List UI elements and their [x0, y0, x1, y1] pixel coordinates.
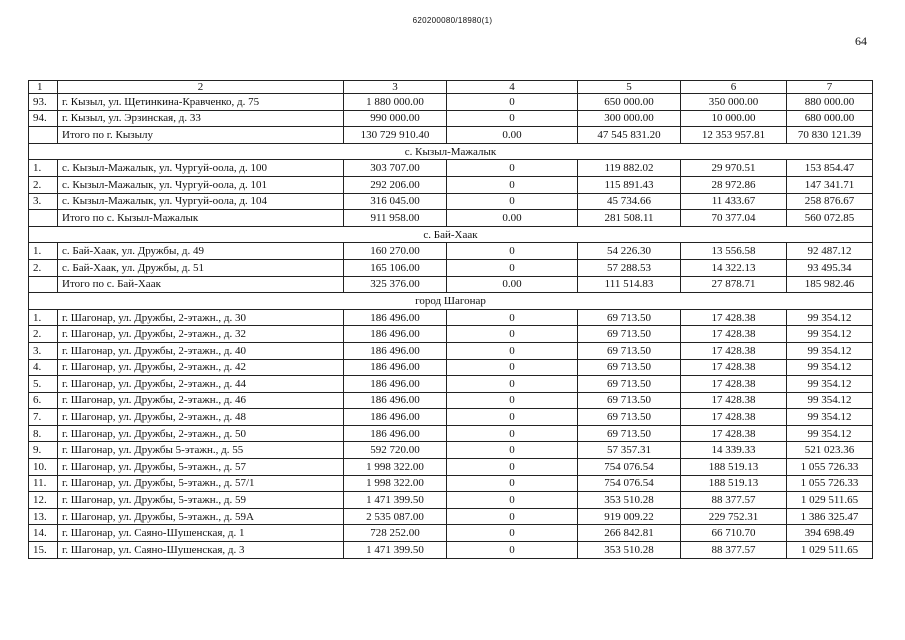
address-cell: г. Шагонар, ул. Дружбы, 2-этажн., д. 48: [58, 409, 344, 426]
column-7-cell: 680 000.00: [787, 110, 873, 127]
column-6-cell: 188 519.13: [681, 459, 787, 476]
column-3-cell: 592 720.00: [344, 442, 447, 459]
column-6-cell: 11 433.67: [681, 193, 787, 210]
address-cell: Итого по с. Бай-Хаак: [58, 276, 344, 293]
column-7-cell: 147 341.71: [787, 176, 873, 193]
address-cell: г. Шагонар, ул. Дружбы, 5-этажн., д. 57/1: [58, 475, 344, 492]
row-number-cell: 1.: [29, 309, 58, 326]
column-4-cell: 0: [447, 492, 578, 509]
column-6-cell: 17 428.38: [681, 326, 787, 343]
column-7-cell: 1 055 726.33: [787, 475, 873, 492]
column-3-cell: 1 998 322.00: [344, 475, 447, 492]
column-7-cell: 394 698.49: [787, 525, 873, 542]
column-5-cell: 754 076.54: [578, 475, 681, 492]
address-cell: с. Бай-Хаак, ул. Дружбы, д. 49: [58, 243, 344, 260]
column-5-cell: 300 000.00: [578, 110, 681, 127]
table-row: [29, 309, 873, 326]
row-number-cell: [29, 276, 58, 293]
column-3-cell: 186 496.00: [344, 425, 447, 442]
column-6-cell: 17 428.38: [681, 409, 787, 426]
column-6-cell: 14 322.13: [681, 259, 787, 276]
column-3-cell: 1 880 000.00: [344, 94, 447, 111]
column-4-cell: 0: [447, 110, 578, 127]
column-5-cell: 47 545 831.20: [578, 127, 681, 144]
column-7-cell: 99 354.12: [787, 342, 873, 359]
column-3-cell: 990 000.00: [344, 110, 447, 127]
column-5-cell: 69 713.50: [578, 359, 681, 376]
column-6-cell: 350 000.00: [681, 94, 787, 111]
row-number-cell: 9.: [29, 442, 58, 459]
section-title: город Шагонар: [29, 293, 873, 310]
column-5-cell: 69 713.50: [578, 425, 681, 442]
column-7-cell: 99 354.12: [787, 425, 873, 442]
column-6-cell: 17 428.38: [681, 359, 787, 376]
column-6-cell: 88 377.57: [681, 542, 787, 559]
column-4-cell: 0: [447, 425, 578, 442]
column-7-cell: 560 072.85: [787, 210, 873, 227]
address-cell: г. Шагонар, ул. Дружбы, 2-этажн., д. 32: [58, 326, 344, 343]
table-row: [29, 176, 873, 193]
column-4-cell: 0: [447, 326, 578, 343]
column-4-cell: 0: [447, 94, 578, 111]
column-3-cell: 130 729 910.40: [344, 127, 447, 144]
table-row: [29, 425, 873, 442]
row-number-cell: [29, 210, 58, 227]
column-6-cell: 28 972.86: [681, 176, 787, 193]
column-4-cell: 0: [447, 542, 578, 559]
address-cell: с. Кызыл-Мажалык, ул. Чургуй-оола, д. 104: [58, 193, 344, 210]
column-7-cell: 99 354.12: [787, 376, 873, 393]
column-7-cell: 258 876.67: [787, 193, 873, 210]
address-cell: г. Шагонар, ул. Дружбы, 2-этажн., д. 40: [58, 342, 344, 359]
row-number-cell: 1.: [29, 243, 58, 260]
column-6-cell: 13 556.58: [681, 243, 787, 260]
column-7-cell: 1 029 511.65: [787, 492, 873, 509]
column-4-cell: 0: [447, 309, 578, 326]
section-title: с. Кызыл-Мажалык: [29, 143, 873, 160]
column-7-cell: 153 854.47: [787, 160, 873, 177]
row-number-cell: 11.: [29, 475, 58, 492]
row-number-cell: 2.: [29, 176, 58, 193]
column-5-cell: 69 713.50: [578, 392, 681, 409]
row-number-cell: 3.: [29, 342, 58, 359]
column-6-cell: 12 353 957.81: [681, 127, 787, 144]
column-3-cell: 303 707.00: [344, 160, 447, 177]
column-7-cell: 880 000.00: [787, 94, 873, 111]
document-code: 620200080/18980(1): [412, 16, 493, 25]
table-row: [29, 326, 873, 343]
row-number-cell: 10.: [29, 459, 58, 476]
column-3-cell: 186 496.00: [344, 309, 447, 326]
table-row: [29, 508, 873, 525]
column-3-cell: 186 496.00: [344, 392, 447, 409]
table-row: [29, 342, 873, 359]
column-header: 6: [681, 81, 787, 94]
column-4-cell: 0: [447, 342, 578, 359]
column-3-cell: 325 376.00: [344, 276, 447, 293]
column-4-cell: 0: [447, 392, 578, 409]
column-3-cell: 728 252.00: [344, 525, 447, 542]
section-heading-row: [29, 293, 873, 310]
column-5-cell: 69 713.50: [578, 309, 681, 326]
column-4-cell: 0: [447, 442, 578, 459]
column-3-cell: 186 496.00: [344, 342, 447, 359]
column-7-cell: 92 487.12: [787, 243, 873, 260]
column-6-cell: 229 752.31: [681, 508, 787, 525]
table-row: [29, 459, 873, 476]
table-row: [29, 94, 873, 111]
column-5-cell: 119 882.02: [578, 160, 681, 177]
row-number-cell: 13.: [29, 508, 58, 525]
address-cell: г. Шагонар, ул. Дружбы, 5-этажн., д. 59: [58, 492, 344, 509]
address-cell: с. Кызыл-Мажалык, ул. Чургуй-оола, д. 101: [58, 176, 344, 193]
table-row: [29, 392, 873, 409]
column-6-cell: 88 377.57: [681, 492, 787, 509]
column-4-cell: 0: [447, 176, 578, 193]
column-4-cell: 0.00: [447, 276, 578, 293]
row-number-cell: 14.: [29, 525, 58, 542]
column-header: 1: [29, 81, 58, 94]
table-row: [29, 259, 873, 276]
row-number-cell: 1.: [29, 160, 58, 177]
column-6-cell: 17 428.38: [681, 392, 787, 409]
column-5-cell: 45 734.66: [578, 193, 681, 210]
total-row: [29, 276, 873, 293]
address-cell: г. Шагонар, ул. Дружбы, 5-этажн., д. 57: [58, 459, 344, 476]
column-4-cell: 0: [447, 525, 578, 542]
column-6-cell: 66 710.70: [681, 525, 787, 542]
column-5-cell: 281 508.11: [578, 210, 681, 227]
table-row: [29, 542, 873, 559]
table-row: [29, 193, 873, 210]
column-7-cell: 1 029 511.65: [787, 542, 873, 559]
table-row: [29, 409, 873, 426]
column-4-cell: 0.00: [447, 127, 578, 144]
column-5-cell: 266 842.81: [578, 525, 681, 542]
column-6-cell: 17 428.38: [681, 376, 787, 393]
column-6-cell: 17 428.38: [681, 309, 787, 326]
column-5-cell: 69 713.50: [578, 342, 681, 359]
column-6-cell: 17 428.38: [681, 425, 787, 442]
column-7-cell: 1 055 726.33: [787, 459, 873, 476]
column-3-cell: 1 471 399.50: [344, 492, 447, 509]
row-number-cell: 8.: [29, 425, 58, 442]
table-row: [29, 359, 873, 376]
row-number-cell: 5.: [29, 376, 58, 393]
table-row: [29, 160, 873, 177]
address-cell: г. Шагонар, ул. Дружбы, 5-этажн., д. 59А: [58, 508, 344, 525]
column-7-cell: 99 354.12: [787, 359, 873, 376]
column-5-cell: 57 357.31: [578, 442, 681, 459]
column-4-cell: 0: [447, 376, 578, 393]
address-cell: г. Шагонар, ул. Дружбы, 2-этажн., д. 30: [58, 309, 344, 326]
column-7-cell: 185 982.46: [787, 276, 873, 293]
column-4-cell: 0: [447, 508, 578, 525]
column-number-row: [29, 81, 873, 94]
column-7-cell: 99 354.12: [787, 409, 873, 426]
address-cell: г. Кызыл, ул. Эрзинская, д. 33: [58, 110, 344, 127]
column-5-cell: 69 713.50: [578, 326, 681, 343]
column-5-cell: 54 226.30: [578, 243, 681, 260]
column-4-cell: 0: [447, 160, 578, 177]
column-6-cell: 10 000.00: [681, 110, 787, 127]
address-cell: Итого по г. Кызылу: [58, 127, 344, 144]
address-cell: г. Шагонар, ул. Дружбы, 2-этажн., д. 46: [58, 392, 344, 409]
table-row: [29, 492, 873, 509]
column-3-cell: 186 496.00: [344, 359, 447, 376]
column-6-cell: 17 428.38: [681, 342, 787, 359]
column-7-cell: 99 354.12: [787, 309, 873, 326]
column-5-cell: 115 891.43: [578, 176, 681, 193]
column-7-cell: 93 495.34: [787, 259, 873, 276]
address-cell: г. Шагонар, ул. Дружбы, 2-этажн., д. 50: [58, 425, 344, 442]
column-3-cell: 165 106.00: [344, 259, 447, 276]
column-3-cell: 186 496.00: [344, 326, 447, 343]
column-7-cell: 99 354.12: [787, 392, 873, 409]
row-number-cell: 12.: [29, 492, 58, 509]
total-row: [29, 210, 873, 227]
table-row: [29, 243, 873, 260]
row-number-cell: 93.: [29, 94, 58, 111]
column-6-cell: 14 339.33: [681, 442, 787, 459]
column-6-cell: 188 519.13: [681, 475, 787, 492]
table-row: [29, 376, 873, 393]
column-header: 4: [447, 81, 578, 94]
address-cell: г. Шагонар, ул. Саяно-Шушенская, д. 3: [58, 542, 344, 559]
address-cell: г. Кызыл, ул. Щетинкина-Кравченко, д. 75: [58, 94, 344, 111]
row-number-cell: 94.: [29, 110, 58, 127]
column-7-cell: 521 023.36: [787, 442, 873, 459]
column-3-cell: 1 998 322.00: [344, 459, 447, 476]
table-row: [29, 442, 873, 459]
column-6-cell: 70 377.04: [681, 210, 787, 227]
address-cell: г. Шагонар, ул. Саяно-Шушенская, д. 1: [58, 525, 344, 542]
budget-table: [28, 80, 873, 559]
column-7-cell: 99 354.12: [787, 326, 873, 343]
column-header: 7: [787, 81, 873, 94]
row-number-cell: 6.: [29, 392, 58, 409]
table-body: [29, 81, 873, 559]
column-3-cell: 316 045.00: [344, 193, 447, 210]
column-4-cell: 0: [447, 193, 578, 210]
section-heading-row: [29, 226, 873, 243]
column-5-cell: 353 510.28: [578, 542, 681, 559]
row-number-cell: 2.: [29, 326, 58, 343]
column-6-cell: 29 970.51: [681, 160, 787, 177]
column-4-cell: 0: [447, 409, 578, 426]
column-5-cell: 353 510.28: [578, 492, 681, 509]
page-number: 64: [855, 34, 867, 48]
address-cell: Итого по с. Кызыл-Мажалык: [58, 210, 344, 227]
column-3-cell: 160 270.00: [344, 243, 447, 260]
section-heading-row: [29, 143, 873, 160]
column-3-cell: 292 206.00: [344, 176, 447, 193]
column-4-cell: 0: [447, 259, 578, 276]
column-3-cell: 1 471 399.50: [344, 542, 447, 559]
address-cell: с. Кызыл-Мажалык, ул. Чургуй-оола, д. 100: [58, 160, 344, 177]
column-4-cell: 0: [447, 459, 578, 476]
column-5-cell: 69 713.50: [578, 376, 681, 393]
column-header: 2: [58, 81, 344, 94]
column-5-cell: 57 288.53: [578, 259, 681, 276]
column-header: 3: [344, 81, 447, 94]
column-5-cell: 650 000.00: [578, 94, 681, 111]
table-row: [29, 525, 873, 542]
column-4-cell: 0: [447, 243, 578, 260]
column-5-cell: 69 713.50: [578, 409, 681, 426]
table-row: [29, 110, 873, 127]
table-row: [29, 475, 873, 492]
column-3-cell: 2 535 087.00: [344, 508, 447, 525]
row-number-cell: 15.: [29, 542, 58, 559]
row-number-cell: [29, 127, 58, 144]
column-4-cell: 0: [447, 475, 578, 492]
row-number-cell: 4.: [29, 359, 58, 376]
address-cell: с. Бай-Хаак, ул. Дружбы, д. 51: [58, 259, 344, 276]
address-cell: г. Шагонар, ул. Дружбы, 2-этажн., д. 44: [58, 376, 344, 393]
column-5-cell: 754 076.54: [578, 459, 681, 476]
address-cell: г. Шагонар, ул. Дружбы 5-этажн., д. 55: [58, 442, 344, 459]
column-4-cell: 0: [447, 359, 578, 376]
column-5-cell: 111 514.83: [578, 276, 681, 293]
row-number-cell: 7.: [29, 409, 58, 426]
total-row: [29, 127, 873, 144]
column-4-cell: 0.00: [447, 210, 578, 227]
address-cell: г. Шагонар, ул. Дружбы, 2-этажн., д. 42: [58, 359, 344, 376]
column-6-cell: 27 878.71: [681, 276, 787, 293]
row-number-cell: 3.: [29, 193, 58, 210]
column-3-cell: 186 496.00: [344, 409, 447, 426]
column-7-cell: 1 386 325.47: [787, 508, 873, 525]
column-3-cell: 911 958.00: [344, 210, 447, 227]
section-title: с. Бай-Хаак: [29, 226, 873, 243]
column-5-cell: 919 009.22: [578, 508, 681, 525]
column-3-cell: 186 496.00: [344, 376, 447, 393]
column-header: 5: [578, 81, 681, 94]
row-number-cell: 2.: [29, 259, 58, 276]
column-7-cell: 70 830 121.39: [787, 127, 873, 144]
